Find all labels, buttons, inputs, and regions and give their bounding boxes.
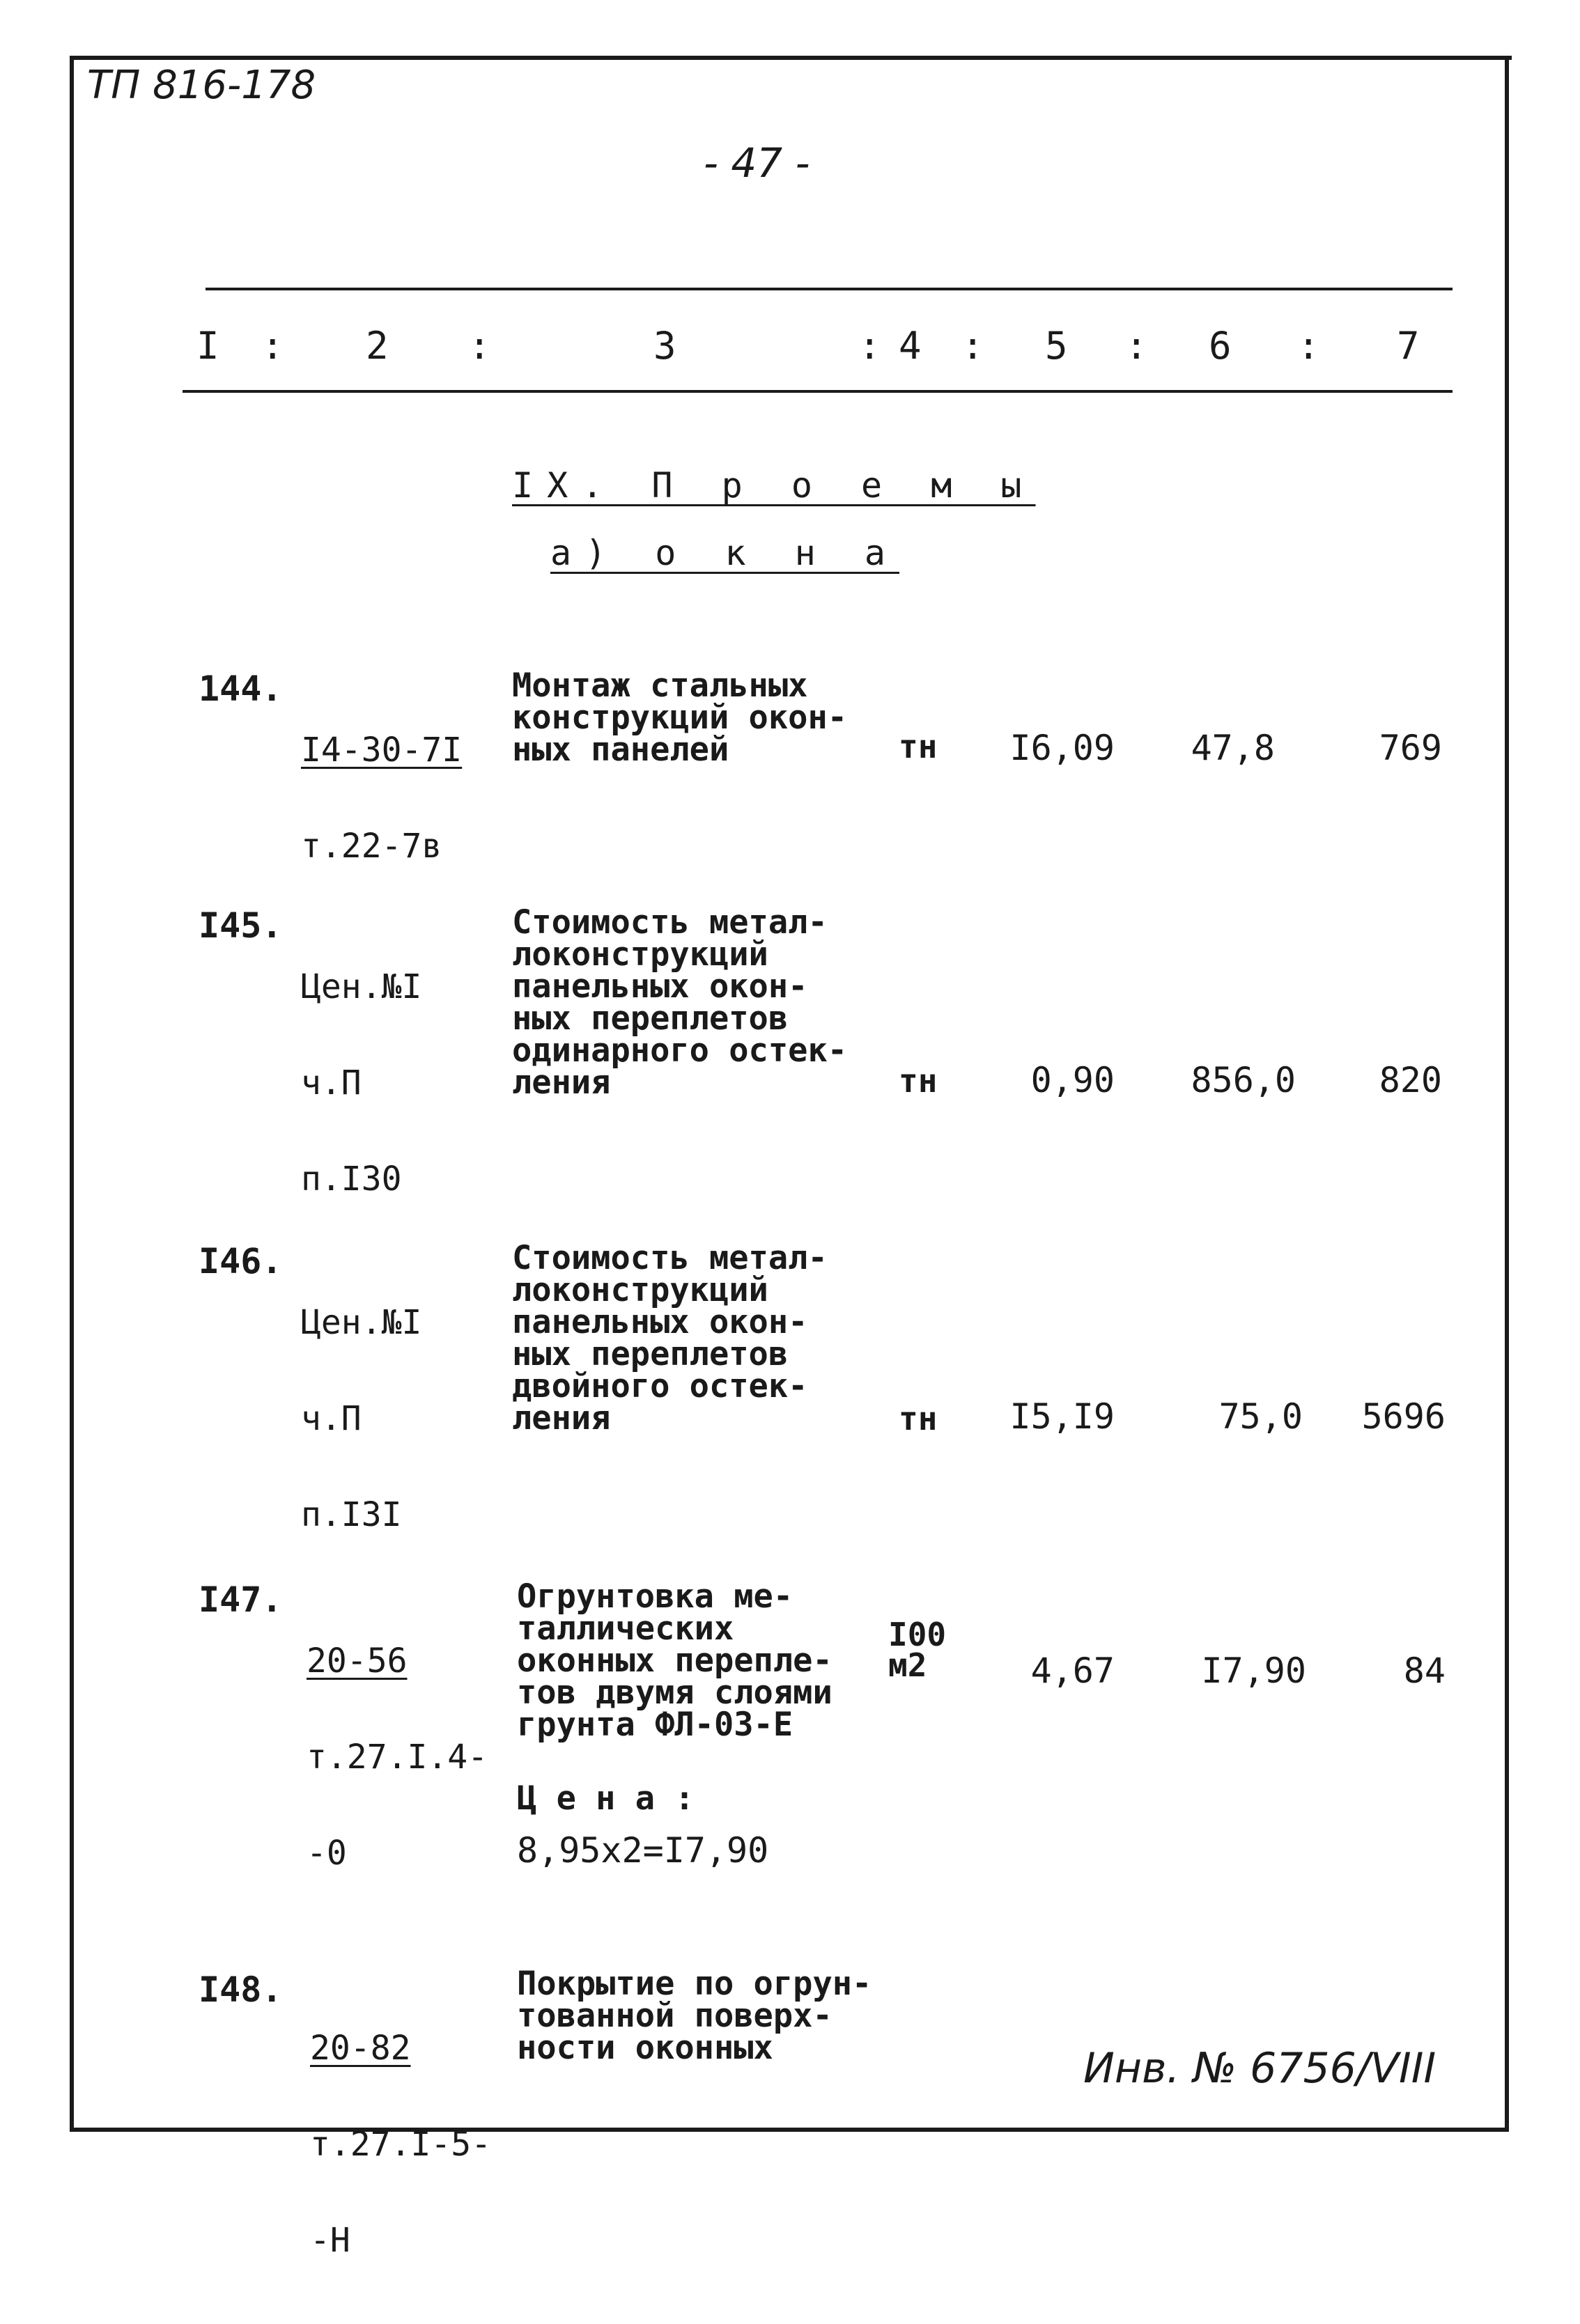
work-description: Монтаж стальных конструкций окон- ных панелей: [512, 666, 848, 769]
total-cost: 820: [1379, 1060, 1442, 1100]
rate-part: ч.П: [301, 1063, 362, 1102]
col-header-6: 6: [1209, 324, 1232, 368]
quantity: I5,I9: [1009, 1396, 1115, 1437]
row-number: 144.: [199, 669, 283, 709]
col-sep: :: [468, 324, 491, 368]
col-sep: :: [1125, 324, 1148, 368]
frame-left-border: [70, 56, 74, 2131]
rate-code: I4-30-7I: [301, 731, 463, 770]
rate-part: ч.П: [301, 1399, 362, 1438]
unit: тн: [899, 728, 938, 765]
rate-reference: [310, 1968, 491, 2321]
price-note-value: 8,95х2=I7,90: [517, 1830, 769, 1871]
frame-bottom-border: [70, 2128, 1509, 2132]
work-description: Огрунтовка ме- таллических оконных перепле- тов двумя слоями грунта ФЛ-03-Е: [517, 1577, 832, 1744]
rate-reference: [301, 1242, 421, 1595]
col-header-5: 5: [1045, 324, 1068, 368]
work-description: Покрытие по огрун- тованной поверх- ности оконных: [517, 1965, 872, 2067]
section-subtitle: а) о к н а: [550, 533, 900, 573]
rate-reference: [301, 670, 462, 926]
rate-table: т.22-7в: [301, 827, 442, 866]
frame-top-border: [70, 56, 1512, 60]
total-cost: 769: [1379, 728, 1442, 768]
rate-reference: [307, 1581, 488, 1933]
col-sep: :: [961, 324, 984, 368]
rate-table: т.27.I.4-: [307, 1738, 488, 1777]
col-header-3: 3: [653, 324, 676, 368]
col-sep: :: [858, 324, 881, 368]
total-cost: 5696: [1361, 1396, 1446, 1437]
unit: тн: [899, 1400, 938, 1437]
quantity: I6,09: [1009, 728, 1115, 768]
work-description: Стоимость метал- локонструкций панельных окон- ных переплетов двойного остек- ления: [512, 1239, 828, 1437]
work-description: Стоимость метал- локонструкций панельных окон- ных переплетов одинарного остек- ления: [512, 903, 848, 1102]
row-number: I46.: [199, 1241, 283, 1281]
frame-right-border: [1505, 56, 1509, 2131]
rate-reference: [301, 907, 421, 1259]
row-number: I48.: [199, 1970, 283, 2010]
price-note-label: Ц е н а :: [517, 1779, 695, 1818]
section-title: IX. П р о е м ы: [512, 465, 1036, 506]
page-number: - 47 -: [704, 139, 810, 187]
unit: тн: [899, 1062, 938, 1100]
unit-price: 47,8: [1191, 728, 1275, 768]
rate-code: Цен.№I: [301, 967, 422, 1006]
rate-item: п.I30: [301, 1160, 402, 1199]
col-header-7: 7: [1397, 324, 1420, 368]
unit: I00 м2: [888, 1616, 947, 1684]
inventory-number: Инв. № 6756/VIII: [1083, 2044, 1436, 2093]
rate-suffix: -Н: [310, 2221, 350, 2260]
rate-suffix: -0: [307, 1834, 347, 1873]
col-sep: :: [261, 324, 284, 368]
unit-price: 856,0: [1191, 1060, 1296, 1100]
total-cost: 84: [1403, 1651, 1446, 1691]
row-number: I47.: [199, 1580, 283, 1620]
quantity: 4,67: [1030, 1651, 1115, 1691]
rate-table: т.27.I-5-: [310, 2125, 492, 2164]
rate-item: п.I3I: [301, 1495, 402, 1534]
col-header-1: I: [196, 324, 219, 368]
quantity: 0,90: [1030, 1060, 1115, 1100]
row-number: I45.: [199, 905, 283, 946]
col-sep: :: [1297, 324, 1320, 368]
col-header-4: 4: [899, 324, 922, 368]
unit-price: 75,0: [1218, 1396, 1303, 1437]
rate-code: 20-56: [307, 1641, 408, 1680]
document-code: ТП 816-178: [87, 63, 316, 108]
rate-code: 20-82: [310, 2029, 411, 2068]
header-rule-top: [206, 288, 1453, 290]
col-header-2: 2: [366, 324, 389, 368]
unit-price: I7,90: [1201, 1651, 1306, 1691]
rate-code: Цен.№I: [301, 1303, 422, 1342]
header-rule-bottom: [183, 390, 1453, 393]
